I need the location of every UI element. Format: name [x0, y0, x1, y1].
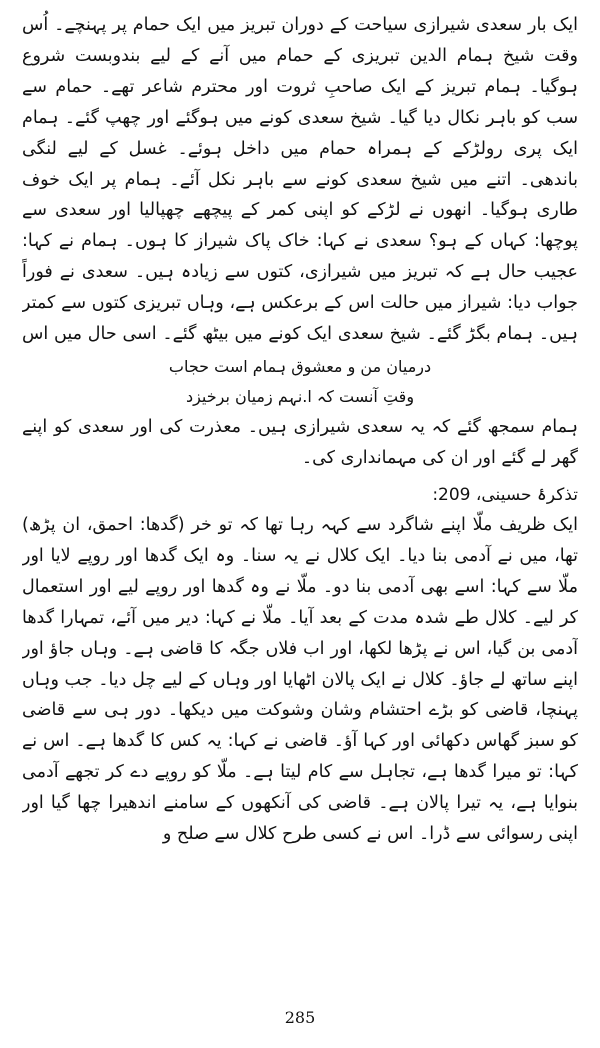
paragraph-mulla-donkey: ایک ظریف ملّا اپنے شاگرد سے کہہ رہا تھا کہ تو خر (گدھا: احمق، ان پڑھ) تھا، میں نے آدمی بنا دیا۔ ایک کلال نے یہ سنا۔ وہ ایک گدھا اور روپے لایا اور ملّا سے کہا: اسے بھی آدمی بنا دو۔ ملّا نے وہ گدھا اور روپے لیے اور استعمال کر لیے۔ کلال طے شدہ مدت کے بعد آیا۔ ملّا نے کہا: دیر میں آئے، تمہارا گدھا آدمی بن گیا، اس نے پڑھا لکھا، اور اب فلاں جگہ کا قاضی ہے۔ وہاں جاؤ اور اپنے ساتھ لے جاؤ۔ کلال نے ایک پالان اٹھایا اور وہاں کے لیے چل دیا۔ جب وہاں پہنچا، قاضی کو بڑے احتشام وشان وشوکت میں دیکھا۔ دور ہی سے قاضی کو سبز گھاس دکھائی اور کہا آؤ۔ قاضی نے کہا: یہ کس کا گدھا ہے۔ اس نے کہا: تو میرا گدھا ہے، تجاہل سے کام لیتا ہے۔ ملّا کو روپے دے کر تجھے آدمی بنوایا ہے، یہ تیرا پالان ہے۔ قاضی کی آنکھوں کے سامنے اندھیرا چھا گیا اور اپنی رسوائی سے ڈرا۔ اس نے کسی طرح کلال سے صلح و: [22, 515, 578, 845]
paragraph-hammam-realizes: ہمام سمجھ گئے کہ یہ سعدی شیرازی ہیں۔ معذرت کی اور سعدی کو اپنے گھر لے گئے اور ان کی مہمانداری کی۔: [22, 417, 578, 468]
persian-verse-line-2: وقتِ آنست کہ ا.نہم زمیان برخیزد: [185, 387, 415, 406]
paragraph-saadi-hammam: ایک بار سعدی شیرازی سیاحت کے دوران تبریز میں ایک حمام پر پہنچے۔ اُس وقت شیخ ہمام الدین تبریزی کے حمام میں آنے کے لیے بندوبست شروع ہوگیا۔ ہمام تبریز کے ایک صاحبِ ثروت اور محترم شاعر تھے۔ حمام سے سب کو باہر نکال دیا گیا۔ شیخ سعدی کونے میں ہوگئے اور چھپ گئے۔ ہمام ایک پری رولڑکے کے ہمراہ حمام میں داخل ہوئے۔ غسل کے لیے لنگی باندھی۔ اتنے میں شیخ سعدی کونے سے باہر نکل آئے۔ ہمام پر ایک خوف طاری ہوگیا۔ انھوں نے لڑکے کو اپنی کمر کے پیچھے چھپالیا اور سعدی سے پوچھا: کہاں کے ہو؟ سعدی نے کہا: خاک پاک شیراز کا ہوں۔ ہمام نے کہا: عجیب حال ہے کہ تبریز میں شیرازی، کتوں سے زیادہ ہیں۔ سعدی نے فوراً جواب دیا: شیراز میں حالت اس کے برعکس ہے، وہاں تبریزی کتوں سے کمتر ہیں۔ ہمام بگڑ گئے۔ شیخ سعدی ایک کونے میں بیٹھ گئے۔ اسی حال میں اس: [22, 15, 578, 345]
page-number: 285: [284, 1008, 316, 1027]
citation-tazkira-husaini: تذکرۂ حسینی، 209:: [432, 485, 578, 505]
persian-verse-line-1: درمیان من و معشوق ہمام است حجاب: [168, 357, 432, 376]
